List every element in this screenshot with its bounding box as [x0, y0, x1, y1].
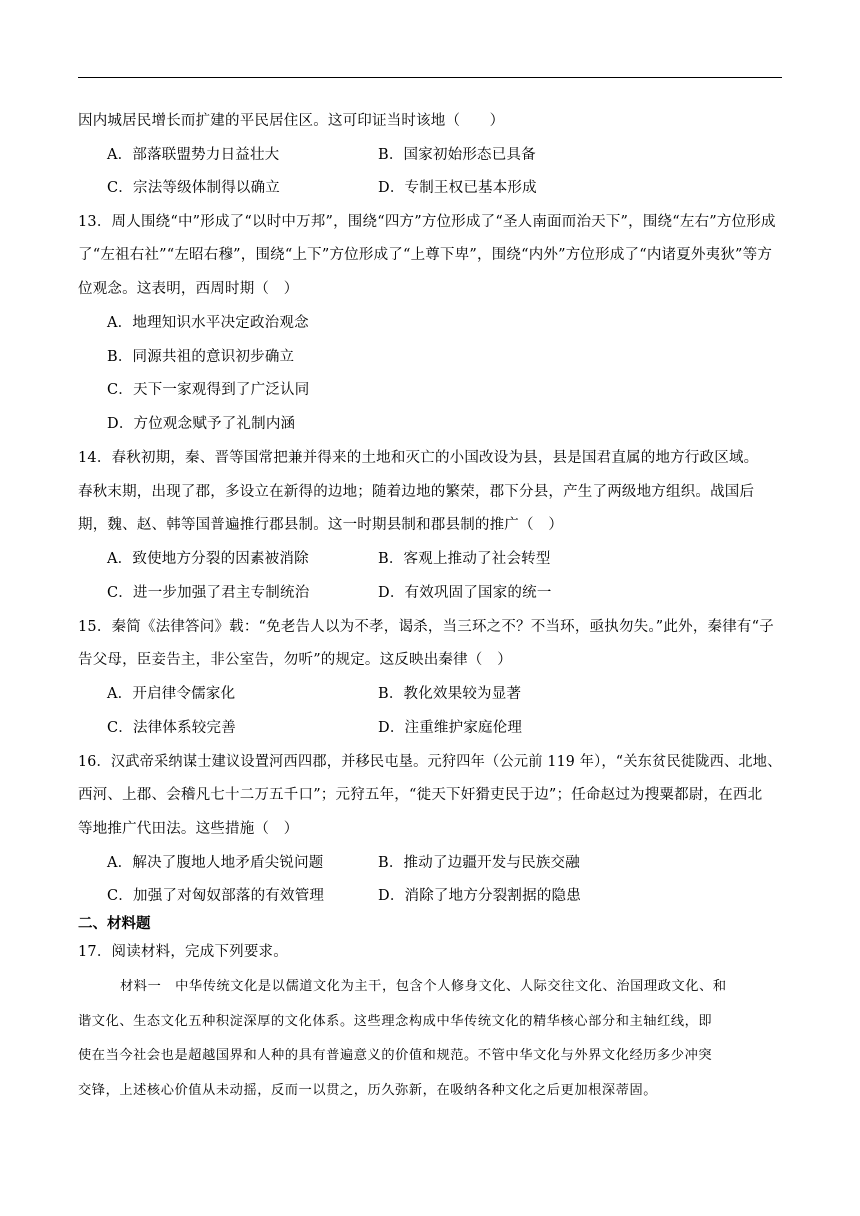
q15-option-d[interactable]: D．注重维护家庭伦理 — [378, 720, 523, 736]
q17-intro: 17．阅读材料，完成下列要求。 — [78, 944, 288, 960]
q12-option-b[interactable]: B．国家初始形态已具备 — [378, 147, 536, 163]
q13-option-c[interactable]: C．天下一家观得到了广泛认同 — [107, 382, 310, 398]
q13-stem-line-2: 了“左祖右社”“左昭右穆”，围绕“上下”方位形成了“上尊下卑”，围绕“内外”方位形成了“内诸夏外夷狄”等方 — [78, 247, 773, 263]
q16-option-d[interactable]: D．消除了地方分裂割据的隐患 — [378, 888, 581, 904]
section-title: 二、材料题 — [78, 916, 151, 932]
q14-stem-line-1: 14．春秋初期，秦、晋等国常把兼并得来的土地和灭亡的小国改设为县，县是国君直属的地方行政区域。 — [78, 450, 759, 466]
q16-option-c[interactable]: C．加强了对匈奴部落的有效管理 — [107, 888, 325, 904]
q14-stem-line-3: 期，魏、赵、韩等国普遍推行郡县制。这一时期县制和郡县制的推广（ ） — [78, 517, 564, 533]
q12-option-c[interactable]: C．宗法等级体制得以确立 — [107, 180, 280, 196]
q13-option-d[interactable]: D．方位观念赋予了礼制内涵 — [107, 416, 296, 432]
q16-option-b[interactable]: B．推动了边疆开发与民族交融 — [378, 855, 580, 871]
q17-material-line-4: 交锋，上述核心价值从未动摇，反而一以贯之，历久弥新，在吸纳各种文化之后更加根深蒂固。 — [78, 1083, 658, 1098]
q14-option-d[interactable]: D．有效巩固了国家的统一 — [378, 585, 552, 601]
q15-option-a[interactable]: A．开启律令儒家化 — [107, 686, 236, 702]
q15-option-b[interactable]: B．教化效果较为显著 — [378, 686, 522, 702]
q17-material-line-3: 使在当今社会也是超越国界和人种的具有普遍意义的价值和规范。不管中华文化与外界文化经历多少冲突 — [78, 1048, 713, 1063]
q14-stem-line-2: 春秋末期，出现了郡，多设立在新得的边地；随着边地的繁荣，郡下分县，产生了两级地方组织。战国后 — [78, 484, 755, 500]
q17-material-line-1: 材料一 中华传统文化是以儒道文化为主干，包含个人修身文化、人际交往文化、治国理政文化、和 — [120, 979, 727, 994]
q13-stem-line-1: 13．周人围绕“中”形成了“以时中万邦”，围绕“四方”方位形成了“圣人南面而治天下”，围绕“左右”方位形成 — [78, 214, 776, 230]
q16-stem-line-1: 16．汉武帝采纳谋士建议设置河西四郡，并移民屯垦。元狩四年（公元前 119 年），“关东贫民徙陇西、北地、 — [78, 754, 782, 770]
q12-option-a[interactable]: A．部落联盟势力日益壮大 — [107, 147, 280, 163]
q16-stem-line-3: 等地推广代田法。这些措施（ ） — [78, 821, 299, 837]
q13-stem-line-3: 位观念。这表明，西周时期（ ） — [78, 281, 299, 297]
q15-option-c[interactable]: C．法律体系较完善 — [107, 720, 236, 736]
header-rule — [78, 77, 782, 78]
q15-stem-line-1: 15．秦简《法律答问》载：“免老告人以为不孝，谒杀，当三环之不？不当环，亟执勿失。”此外，秦律有“子 — [78, 619, 774, 635]
q13-option-b[interactable]: B．同源共祖的意识初步确立 — [107, 349, 295, 365]
q17-material-line-2: 谐文化、生态文化五种积淀深厚的文化体系。这些理念构成中华传统文化的精华核心部分和主轴红线，即 — [78, 1014, 713, 1029]
q14-option-c[interactable]: C．进一步加强了君主专制统治 — [107, 585, 310, 601]
q12-stem-tail: 因内城居民增长而扩建的平民居住区。这可印证当时该地（ ） — [78, 113, 505, 129]
q14-option-a[interactable]: A．致使地方分裂的因素被消除 — [107, 551, 309, 567]
q15-stem-line-2: 告父母，臣妾告主，非公室告，勿听”的规定。这反映出秦律（ ） — [78, 652, 512, 668]
q12-option-d[interactable]: D．专制王权已基本形成 — [378, 180, 537, 196]
q16-option-a[interactable]: A．解决了腹地人地矛盾尖锐问题 — [107, 855, 324, 871]
q13-option-a[interactable]: A．地理知识水平决定政治观念 — [107, 315, 309, 331]
q14-option-b[interactable]: B．客观上推动了社会转型 — [378, 551, 551, 567]
q16-stem-line-2: 西河、上郡、会稽凡七十二万五千口”；元狩五年，“徙天下奸猾吏民于边”；任命赵过为搜粟都尉，在西北 — [78, 787, 763, 803]
